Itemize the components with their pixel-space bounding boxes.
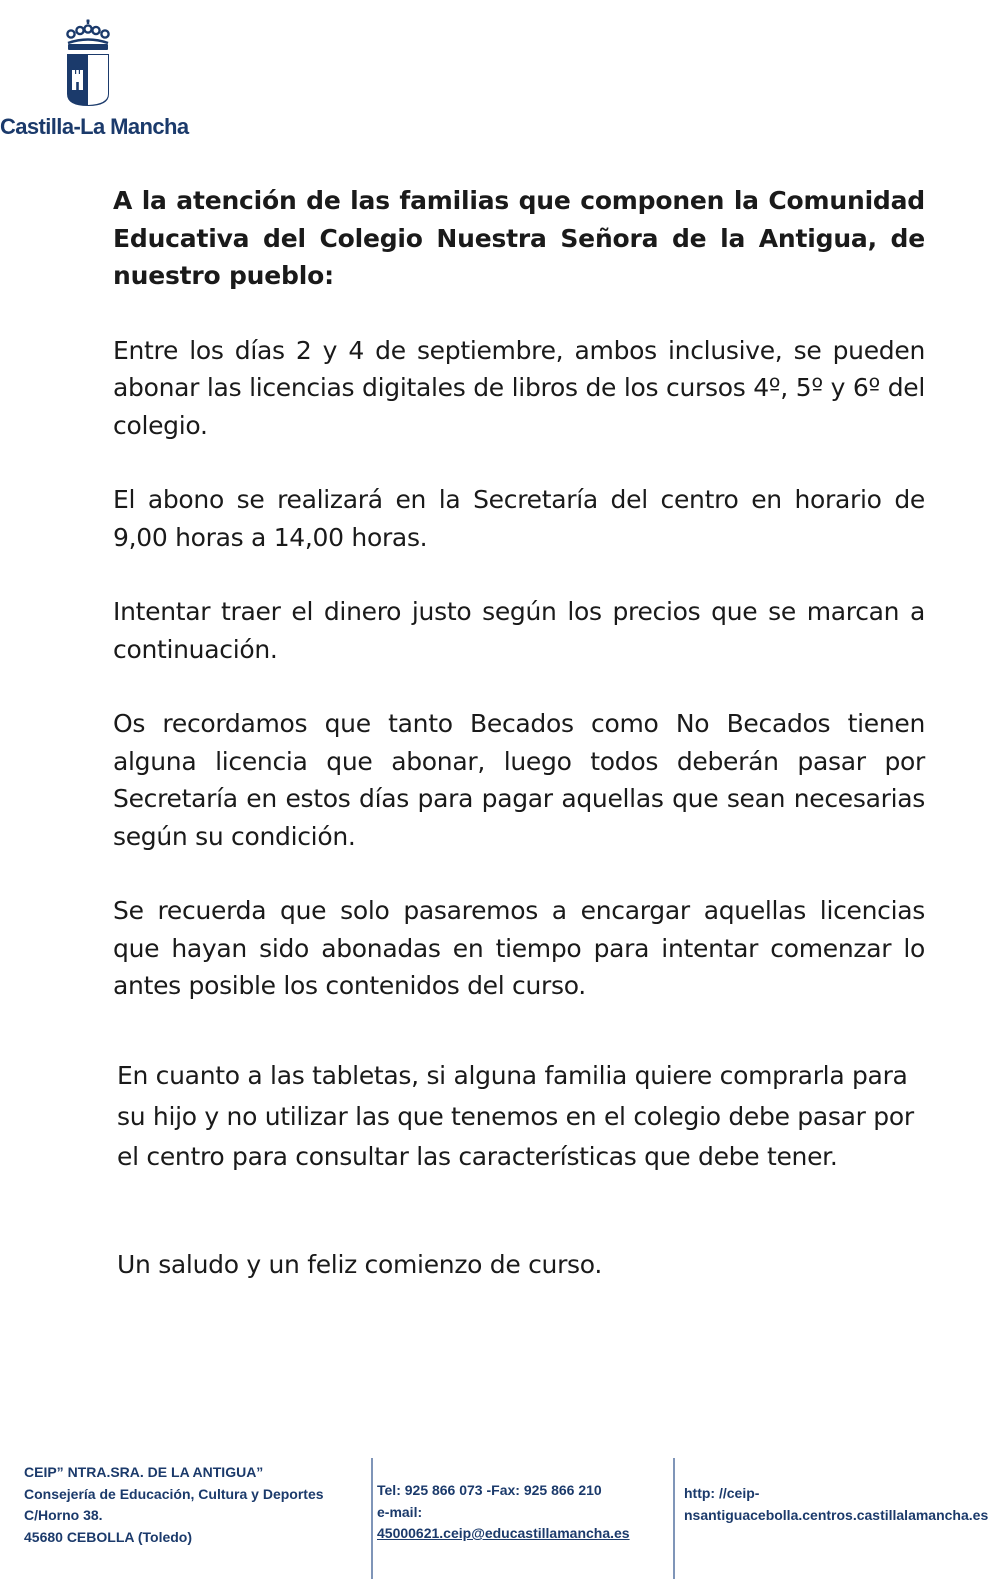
website-line-1: http: //ceip- [684,1485,760,1501]
postal-city: 45680 CEBOLLA (Toledo) [24,1528,193,1545]
footer-divider [371,1458,373,1579]
website-line-2: nsantiguacebolla.centros.castillalamancha.es [684,1506,989,1523]
letter-body [113,182,925,1042]
page-footer [0,1458,1000,1579]
logo-wordmark: Castilla-La Mancha [0,114,189,139]
castilla-la-mancha-logo [0,18,190,148]
phone-fax: Tel: 925 866 073 -Fax: 925 866 210 [377,1482,602,1498]
paragraph-dates: Entre los días 2 y 4 de septiembre, ambos inclusive, se pueden abonar las licencias digitales de libros de los cursos 4º, 5º y 6º del colegio. [113,335,925,440]
paragraph-exact-money: Intentar traer el dinero justo según los precios que se marcan a continuación. [113,597,925,664]
tablets-section [117,1056,925,1178]
email-label: e-mail: [377,1503,423,1520]
paragraph-scholarships: Os recordamos que tanto Becados como No Becados tienen alguna licencia que abonar, luego todos deberán pasar por Secretaría en estos días para pagar aquellas que sean necesarias según su condición. [113,709,925,851]
closing-line: Un saludo y un feliz comienzo de curso. [117,1250,602,1279]
school-name: CEIP” NTRA.SRA. DE LA ANTIGUA” [24,1464,264,1480]
paragraph-schedule: El abono se realizará en la Secretaría del centro en horario de 9,00 horas a 14,00 horas. [113,485,925,552]
footer-address [24,1462,324,1548]
email-link[interactable]: 45000621.ceip@educastillamancha.es [377,1525,630,1541]
paragraph-tablets: En cuanto a las tabletas, si alguna familia quiere comprarla para su hijo y no utilizar las que tenemos en el colegio debe pasar por el centro para consultar las características que debe tener. [117,1061,914,1171]
castilla-la-mancha-emblem-icon [58,18,118,110]
street-address: C/Horno 38. [24,1507,103,1523]
department-name: Consejería de Educación, Cultura y Deportes [24,1485,324,1502]
letter-heading: A la atención de las familias que componen la Comunidad Educativa del Colegio Nuestra Señora de la Antigua, de nuestro pueblo: [113,186,925,290]
footer-website [684,1483,988,1526]
footer-contact [377,1480,630,1545]
paragraph-orders: Se recuerda que solo pasaremos a encargar aquellas licencias que hayan sido abonadas en tiempo para intentar comenzar lo antes posible los contenidos del curso. [113,896,925,1000]
footer-divider [673,1458,675,1579]
